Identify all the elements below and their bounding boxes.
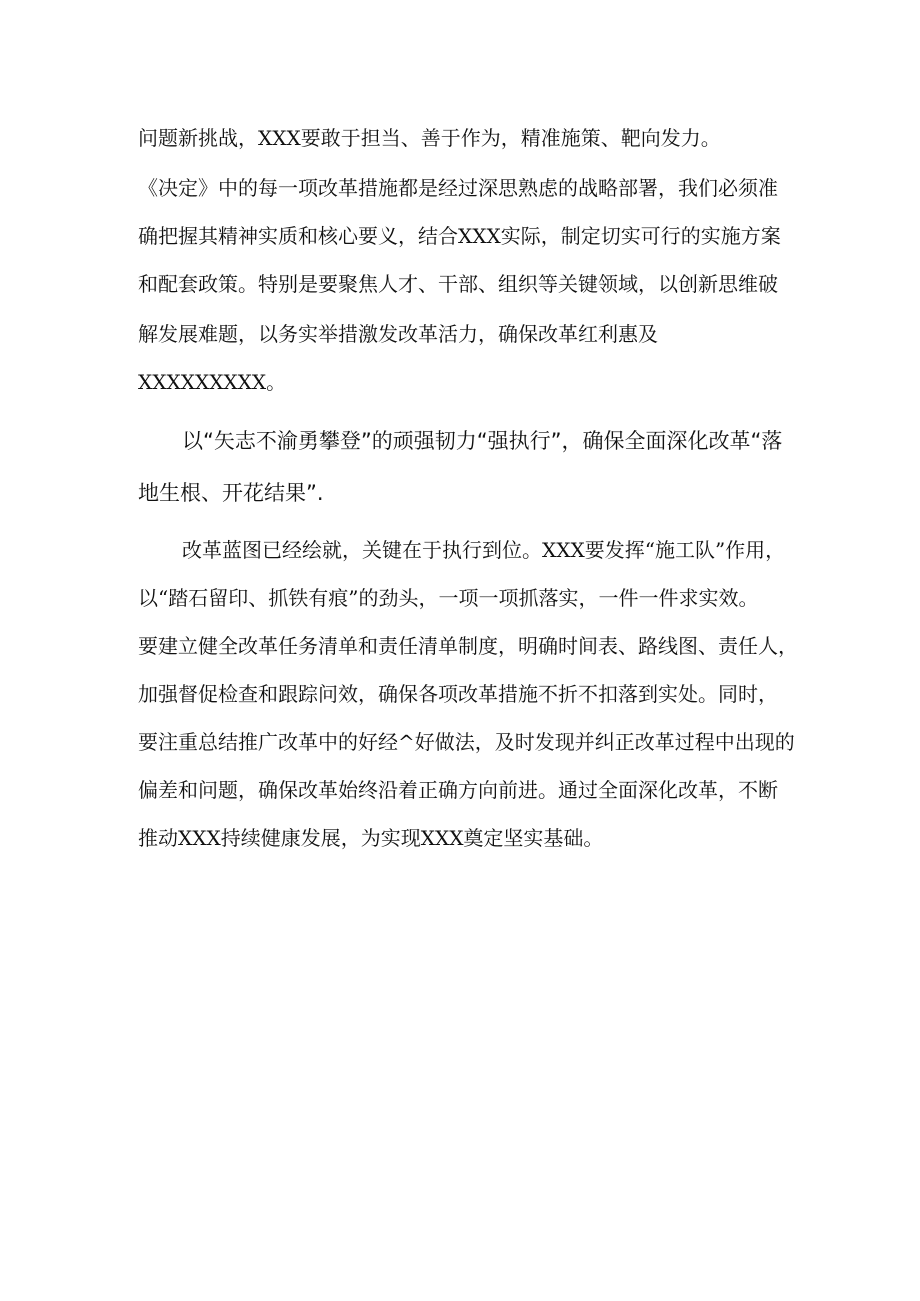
paragraph-line: 确把握其精神实质和核心要义，结合XXX实际，制定切实可行的实施方案 [138,224,781,248]
paragraph-line: 问题新挑战，XXX要敢于担当、善于作为，精准施策、靶向发力。 [138,126,721,150]
paragraph-line: XXXXXXXXX。 [138,370,287,394]
paragraph-line: 偏差和问题，确保改革始终沿着正确方向前进。通过全面深化改革，不断 [138,778,778,802]
paragraph-line: 《决定》中的每一项改革措施都是经过深思熟虑的战略部署，我们必须准 [138,176,778,200]
paragraph-line: 要注重总结推广改革中的好经^好做法，及时发现并纠正改革过程中出现的 [138,730,795,754]
paragraph-line: 以“踏石留印、抓铁有痕”的劲头，一项一项抓落实，一件一件求实效。 [138,586,759,610]
paragraph-line: 解发展难题，以务实举措激发改革活力，确保改革红利惠及 [138,322,658,346]
paragraph-line: 和配套政策。特别是要聚焦人才、干部、组织等关键领域，以创新思维破 [138,272,778,296]
heading-line: 以“矢志不渝勇攀登”的顽强韧力“强执行”，确保全面深化改革“落 [182,429,783,453]
paragraph-line: 加强督促检查和跟踪问效，确保各项改革措施不折不扣落到实处。同时， [138,682,778,706]
paragraph-line: 改革蓝图已经绘就，关键在于执行到位。XXX要发挥“施工队”作用， [182,538,786,562]
paragraph-line: 要建立健全改革任务清单和责任清单制度，明确时间表、路线图、责任人， [138,634,798,658]
heading-line: 地生根、开花结果”. [138,481,324,505]
paragraph-line: 推动XXX持续健康发展，为实现XXX奠定坚实基础。 [138,826,604,850]
